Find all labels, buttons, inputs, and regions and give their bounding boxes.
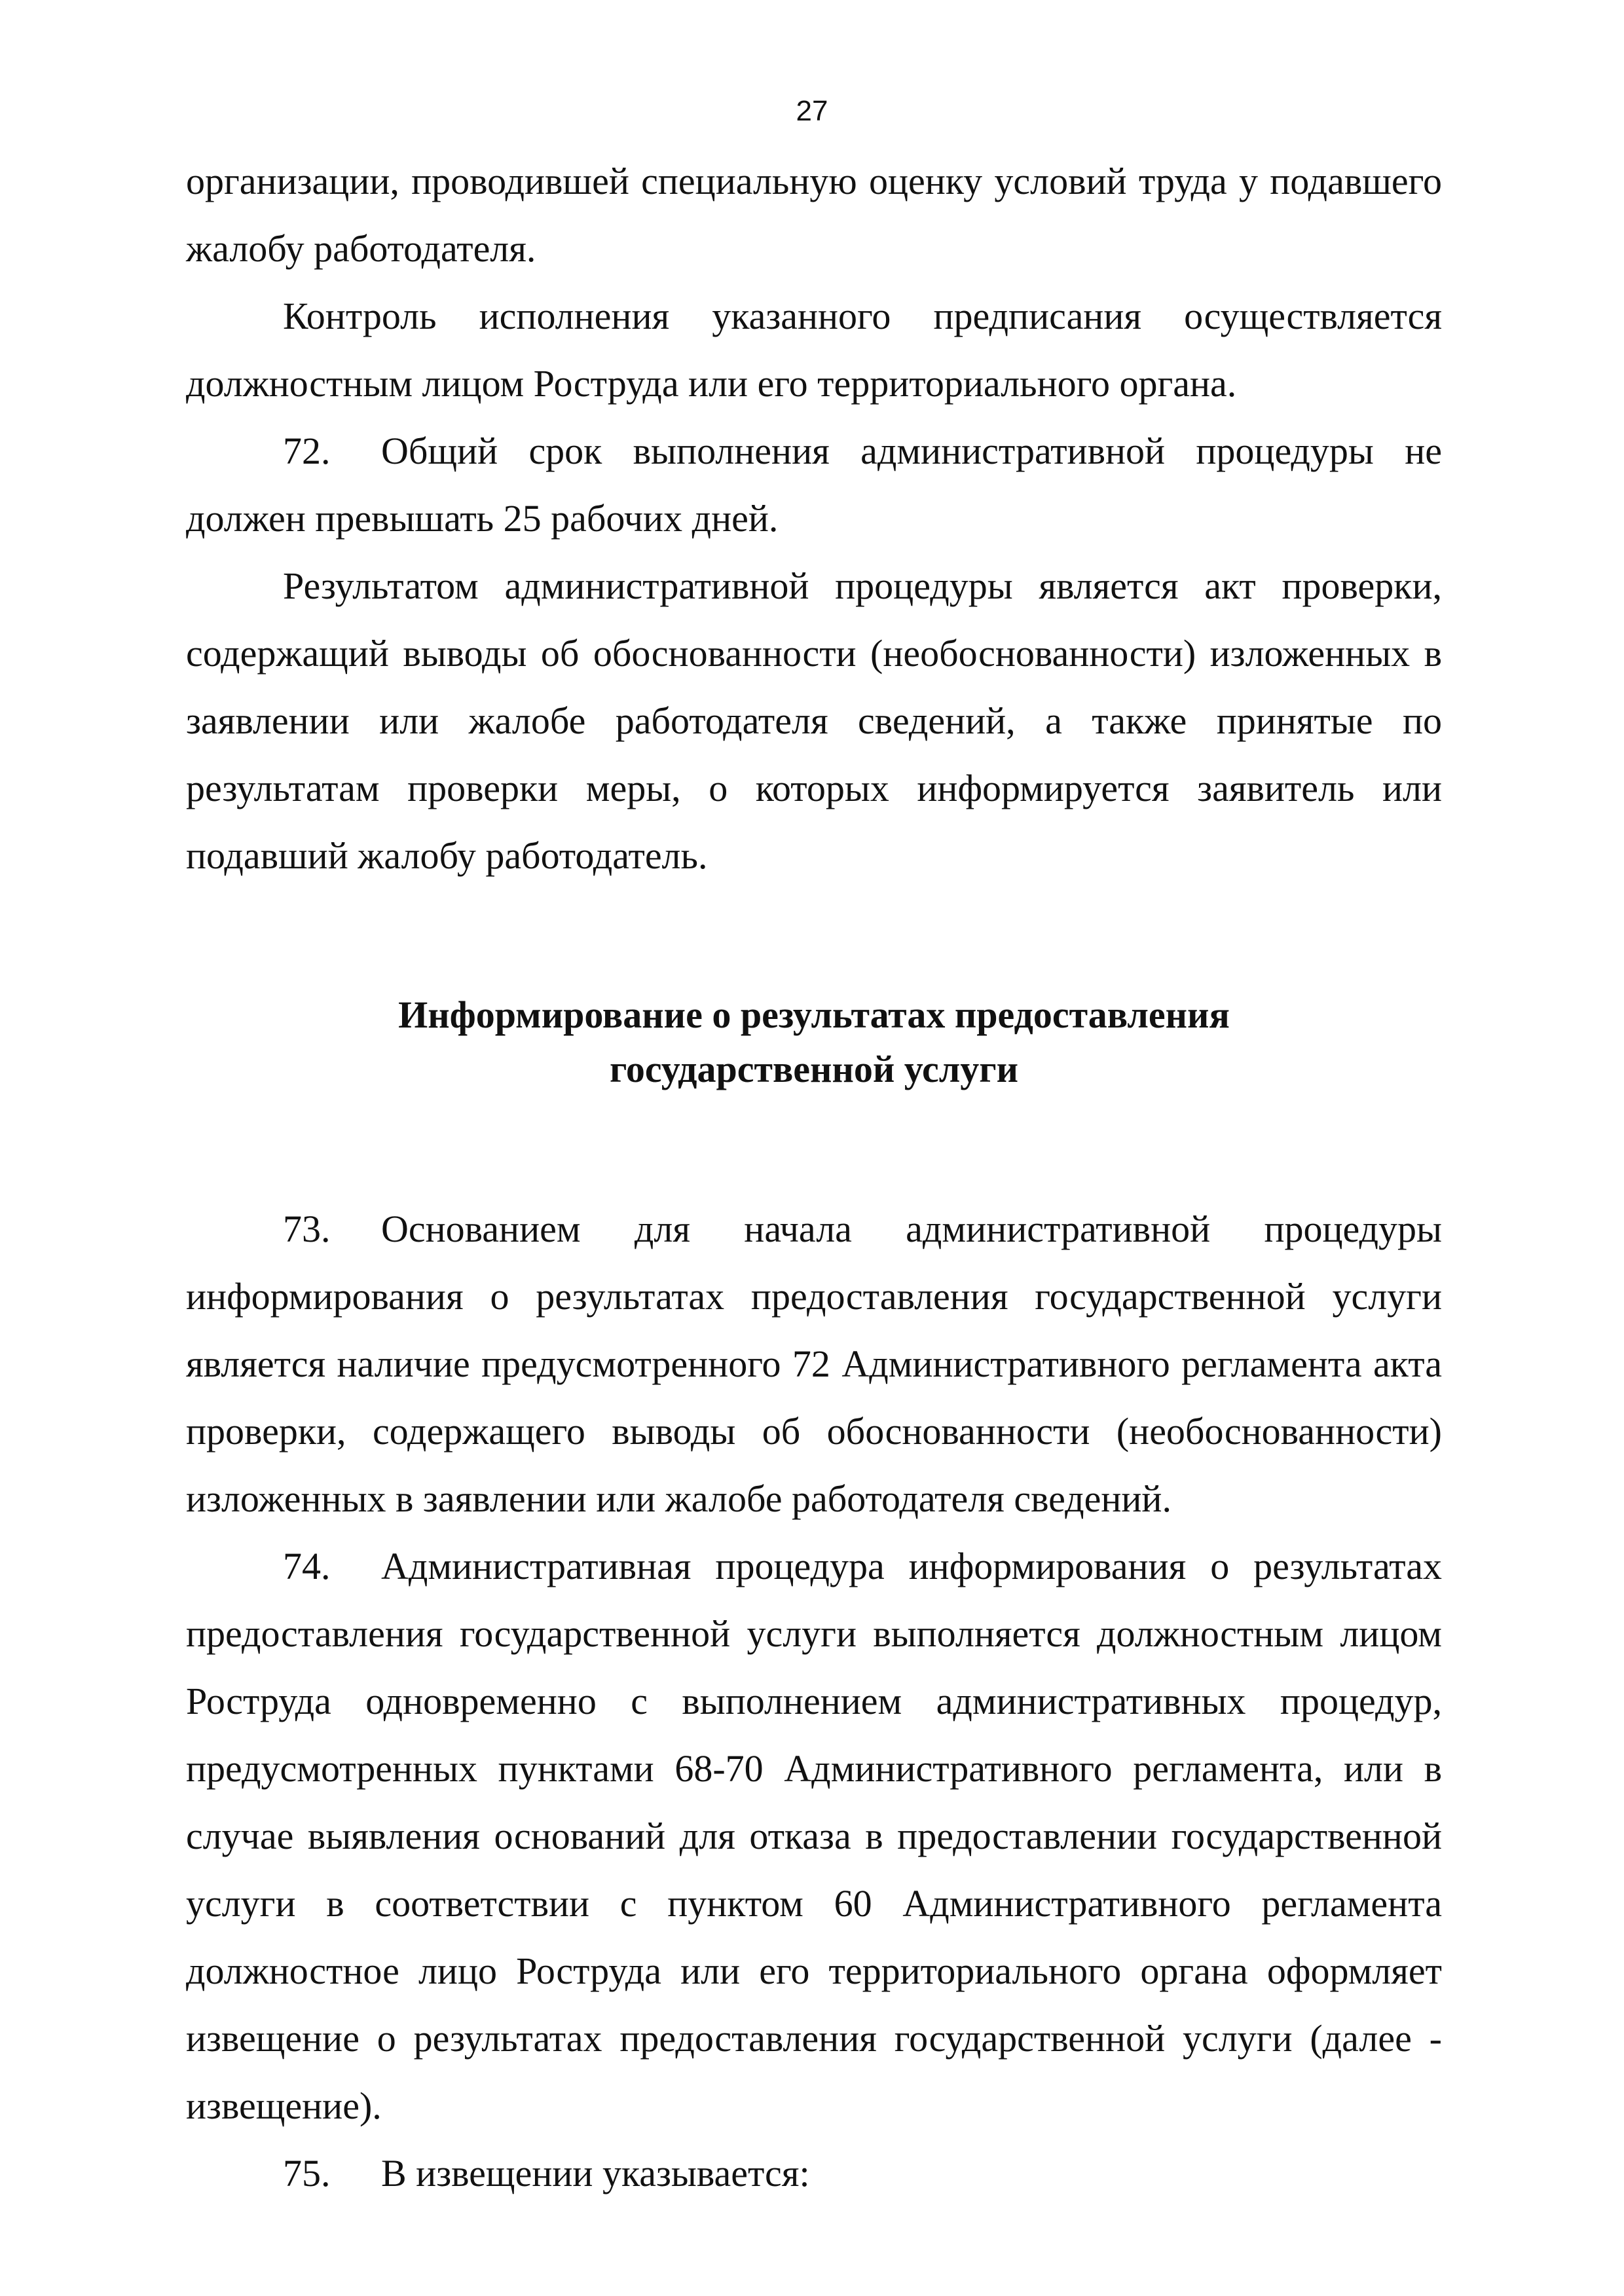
paragraph-73 (186, 1195, 1442, 1532)
paragraph-74-text: Административная процедура информирования о результатах предоставления государственной услуги выполняется должностным лицом Роструда одновременно с выполнением административных процедур, предусмотренных пунктами 68-70 Административного регламента, или в случае выявления оснований для отказа в предоставлении государственной услуги в соответствии с пунктом 60 Административного регламента должностное лицо Роструда или его территориального органа оформляет извещение о результатах предоставления государственной услуги (далее - извещение). (186, 1545, 1442, 2127)
text-block-top (186, 147, 1442, 889)
section-heading-line-2: государственной услуги (609, 1048, 1019, 1090)
paragraph-number-75: 75. (283, 2152, 331, 2194)
paragraph-74 (186, 1532, 1442, 2139)
paragraph-number-72: 72. (283, 430, 331, 472)
section-heading-line-1: Информирование о результатах предоставления (398, 993, 1230, 1036)
text-block-bottom (186, 1195, 1442, 2207)
paragraph-continuation: организации, проводившей специальную оценку условий труда у подавшего жалобу работодателя. (186, 160, 1442, 270)
paragraph-result: Результатом административной процедуры является акт проверки, содержащий выводы об обоснованности (необоснованности) изложенных в заявлении или жалобе работодателя сведений, а также принятые по результатам проверки меры, о которых информируется заявитель или подавший жалобу работодатель. (186, 565, 1442, 877)
paragraph-72 (186, 417, 1442, 552)
paragraph-control: Контроль исполнения указанного предписания осуществляется должностным лицом Роструда или его территориального органа. (186, 295, 1442, 405)
page-number: 27 (796, 95, 828, 127)
paragraph-75-text: В извещении указывается: (381, 2152, 810, 2194)
paragraph-75 (186, 2139, 1442, 2207)
paragraph-number-74: 74. (283, 1545, 331, 1587)
paragraph-72-text: Общий срок выполнения административной процедуры не должен превышать 25 рабочих дней. (186, 430, 1442, 540)
paragraph-73-text: Основанием для начала административной процедуры информирования о результатах предоставления государственной услуги является наличие предусмотренного 72 Административного регламента акта проверки, содержащего выводы об обоснованности (необоснованности) изложенных в заявлении или жалобе работодателя сведений. (186, 1208, 1442, 1520)
section-heading (186, 988, 1442, 1096)
paragraph-number-73: 73. (283, 1208, 331, 1250)
